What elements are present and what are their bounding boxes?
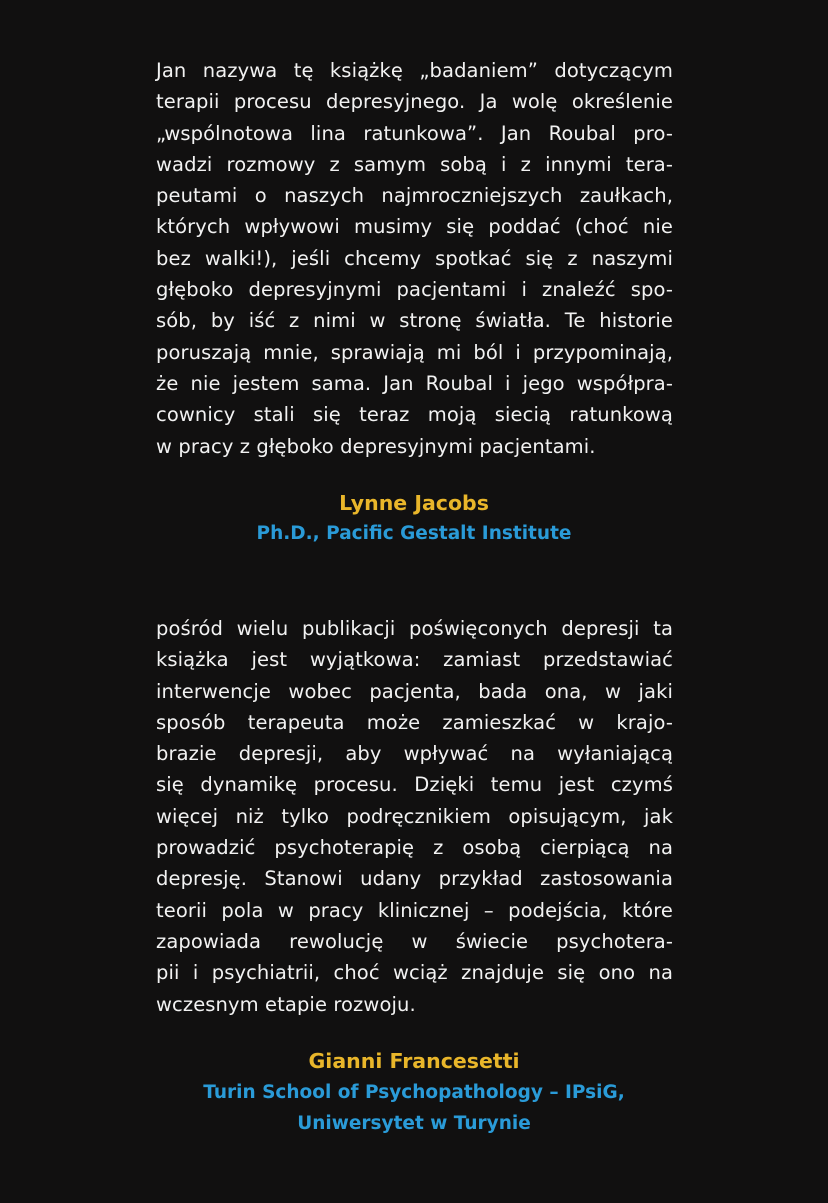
quote-line: cownicy stali się teraz moją siecią ratunkową	[156, 403, 673, 427]
author-affiliation-francesetti-line2: Uniwersytet w Turynie	[297, 1113, 531, 1134]
author-affiliation-francesetti-line1: Turin School of Psychopathology – IPsiG,	[203, 1082, 625, 1103]
quote-line: więcej niż tylko podręcznikiem opisującym, jak	[156, 804, 673, 828]
quote-line: zapowiada rewolucję w świecie psychotera-	[156, 929, 673, 953]
quote-line: sób, by iść z nimi w stronę światła. Te historie	[156, 309, 673, 333]
quote-line: w pracy z głęboko depresyjnymi pacjentami.	[156, 434, 596, 458]
author-affiliation-jacobs: Ph.D., Pacific Gestalt Institute	[256, 523, 572, 544]
author-name-jacobs: Lynne Jacobs	[339, 491, 489, 515]
quote-line: że nie jestem sama. Jan Roubal i jego współpra-	[156, 371, 673, 395]
quote-line: których wpływowi musimy się poddać (choć nie	[156, 215, 673, 239]
quote-line: teorii pola w pracy klinicznej – podejścia, które	[156, 898, 673, 922]
quote-line: brazie depresji, aby wpływać na wyłaniającą	[156, 742, 673, 766]
quote-line: wadzi rozmowy z samym sobą i z innymi tera-	[156, 152, 673, 176]
endorsement-quote-francesetti	[156, 613, 673, 1020]
quote-line: prowadzić psychoterapię z osobą cierpiącą na	[156, 836, 673, 860]
quote-line: się dynamikę procesu. Dzięki temu jest czymś	[156, 773, 673, 797]
author-name-francesetti: Gianni Francesetti	[308, 1049, 520, 1073]
quote-line: bez walki!), jeśli chcemy spotkać się z naszymi	[156, 246, 673, 270]
quote-line: depresję. Stanowi udany przykład zastosowania	[156, 867, 673, 891]
quote-line: „wspólnotowa lina ratunkowa”. Jan Roubal pro-	[156, 121, 673, 145]
quote-line: poruszają mnie, sprawiają mi ból i przypominają,	[156, 340, 673, 364]
quote-line: pii i psychiatrii, choć wciąż znajduje się ono na	[156, 961, 673, 985]
quote-line: sposób terapeuta może zamieszkać w krajo-	[156, 710, 673, 734]
quote-line: głęboko depresyjnymi pacjentami i znaleźć spo-	[156, 278, 673, 302]
endorsement-quote-jacobs	[156, 55, 673, 462]
quote-line: peutami o naszych najmroczniejszych zaułkach,	[156, 184, 673, 208]
quote-line: wczesnym etapie rozwoju.	[156, 992, 416, 1016]
quote-line: książka jest wyjątkowa: zamiast przedstawiać	[156, 648, 673, 672]
quote-line: interwencje wobec pacjenta, bada ona, w jaki	[156, 679, 673, 703]
quote-line: Jan nazywa tę książkę „badaniem” dotyczącym	[156, 59, 673, 82]
quote-line: terapii procesu depresyjnego. Ja wolę określenie	[156, 90, 673, 114]
quote-line: pośród wielu publikacji poświęconych depresji ta	[156, 617, 673, 640]
